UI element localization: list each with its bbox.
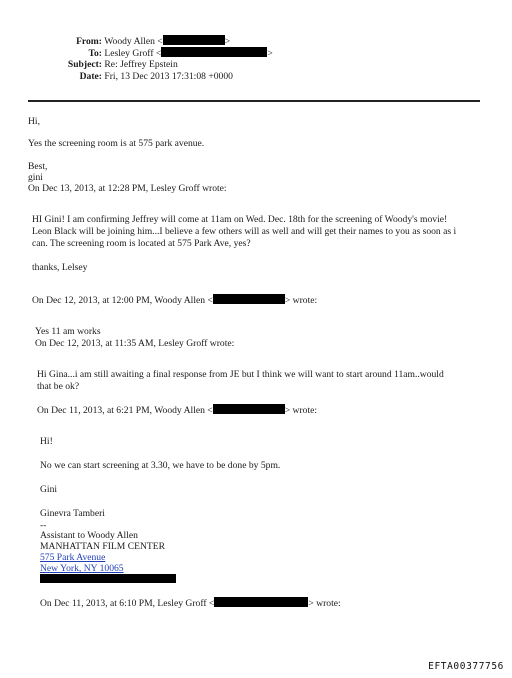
date-label: Date: (79, 71, 102, 82)
quote-header-text: > wrote: (284, 405, 318, 416)
body-line: Leon Black will be joining him...I believe a few others will as well and will get their names to you as soon as i (32, 226, 457, 237)
to-close: > (267, 48, 273, 59)
quote-header (40, 597, 341, 610)
subject-label: Subject: (67, 59, 102, 70)
body-line: can. The screening room is located at 575 Park Ave, yes? (32, 238, 251, 249)
to-value: Lesley Groff < (104, 48, 162, 59)
redaction-box (161, 47, 267, 57)
signature-title: Assistant to Woody Allen (40, 530, 138, 541)
subject-row (40, 59, 178, 71)
redaction-box (213, 294, 285, 304)
signer: gini (28, 172, 43, 183)
quote-header-text: On Dec 11, 2013, at 6:10 PM, Lesley Groff < (40, 598, 215, 609)
body-line: Yes the screening room is at 575 park avenue. (28, 138, 205, 149)
signoff: Best, (28, 161, 48, 172)
date-value: Fri, 13 Dec 2013 17:31:08 +0000 (104, 71, 233, 82)
subject-value: Re: Jeffrey Epstein (104, 59, 178, 70)
redaction-box (214, 597, 308, 607)
from-close: > (224, 36, 231, 47)
body-line: No we can start screening at 3.30, we have to be done by 5pm. (40, 460, 281, 471)
signer: Gini (40, 484, 58, 495)
quote-header: On Dec 13, 2013, at 12:28 PM, Lesley Groff wrote: (28, 183, 227, 194)
quote-header-text: On Dec 11, 2013, at 6:21 PM, Woody Allen < (37, 405, 213, 416)
quote-header (37, 404, 317, 417)
greeting: Hi, (28, 116, 40, 127)
quote-header-text: > wrote: (284, 295, 318, 306)
bates-number: EFTA00377756 (428, 661, 504, 672)
address-link-street[interactable]: 575 Park Avenue (40, 552, 106, 563)
signature-name: Ginevra Tamberi (40, 508, 105, 519)
from-label: From: (76, 36, 102, 47)
body-line: thanks, Lelsey (32, 262, 88, 273)
redaction-box (163, 35, 225, 45)
body-line: Hi Gina...i am still awaiting a final response from JE but I think we will want to start around 11am..would (37, 369, 444, 380)
from-value: Woody Allen < (104, 36, 163, 47)
signature-company: MANHATTAN FILM CENTER (40, 541, 166, 552)
greeting: Hi! (40, 436, 53, 447)
body-line: that be ok? (37, 381, 80, 392)
quote-header: On Dec 12, 2013, at 11:35 AM, Lesley Groff wrote: (35, 338, 235, 349)
body-line: Yes 11 am works (35, 326, 101, 337)
signature-dashes: -- (40, 520, 47, 531)
quote-header (32, 294, 317, 307)
body-line: HI Gini! I am confirming Jeffrey will come at 11am on Wed. Dec. 18th for the screening of Woody's movie! (32, 214, 448, 225)
quote-header-text: On Dec 12, 2013, at 12:00 PM, Woody Allen < (32, 295, 213, 306)
header-divider (28, 100, 480, 102)
date-row (40, 71, 233, 83)
redaction-box (213, 404, 285, 414)
redaction-box (40, 574, 176, 583)
to-label: To: (88, 48, 102, 59)
address-link-city[interactable]: New York, NY 10065 (40, 563, 124, 574)
quote-header-text: > wrote: (308, 598, 341, 609)
